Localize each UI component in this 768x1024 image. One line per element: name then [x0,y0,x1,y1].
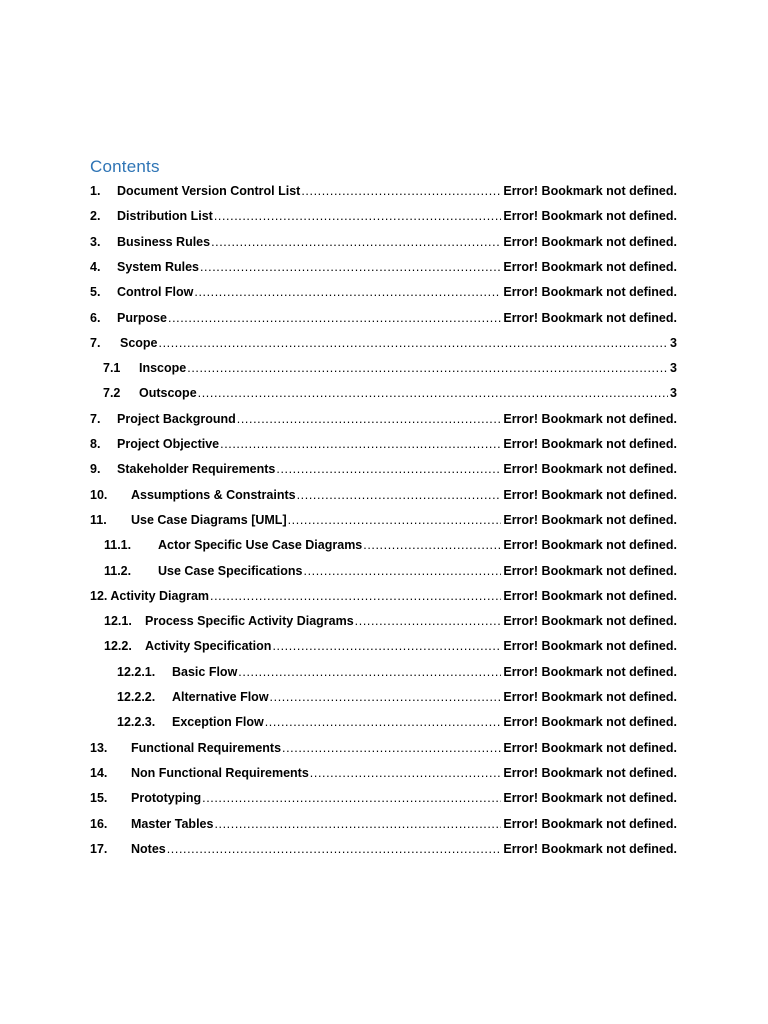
dot-leader [202,791,501,805]
toc-entry-title: Outscope [139,386,197,401]
toc-entry-number: 8. [90,437,101,451]
dot-leader [276,462,501,476]
dot-leader [282,741,501,755]
toc-entry-page: Error! Bookmark not defined. [503,437,677,451]
toc-entry[interactable] [90,285,677,307]
dot-leader [301,184,501,198]
toc-entry-page: Error! Bookmark not defined. [503,791,677,806]
toc-entry-number: 12.1. [104,614,132,629]
dot-leader [355,614,502,628]
toc-entry-title: Purpose [117,310,168,325]
toc-entry[interactable] [117,690,677,712]
dot-leader [211,235,501,249]
toc-entry-page: Error! Bookmark not defined. [503,487,677,502]
toc-entry[interactable] [90,740,677,763]
toc-entry-page: 3 [670,361,677,376]
toc-entry[interactable] [90,791,677,813]
toc-entry-number: 15. [90,791,108,806]
toc-entry-title: Exception Flow [172,715,264,730]
dot-leader [270,690,502,704]
toc-entry-title: Inscope [139,361,187,376]
dot-leader [310,766,502,780]
dot-leader [220,437,501,451]
toc-entry[interactable] [90,411,677,434]
toc-entry-title: Document Version Control List [117,184,301,198]
dot-leader [187,361,668,375]
toc-entry-page: Error! Bookmark not defined. [503,841,677,856]
toc-entry-number: 3. [90,234,101,249]
toc-entry-number: 7. [90,411,101,426]
toc-entry-title: Distribution List [117,209,213,224]
dot-leader [265,715,502,729]
toc-entry-number: 14. [90,765,108,780]
toc-entry-page: Error! Bookmark not defined. [503,664,677,679]
toc-entry-number: 16. [90,816,108,831]
toc-entry[interactable] [104,639,677,661]
toc-entry[interactable] [117,715,677,737]
toc-entry-page: Error! Bookmark not defined. [503,538,677,553]
dot-leader [198,386,668,400]
toc-entry-page: 3 [670,386,677,401]
toc-entry-number: 12.2.3. [117,715,156,730]
toc-entry-number: 13. [90,740,108,755]
toc-entry-number: 7.2 [103,386,121,401]
toc-entry-page: Error! Bookmark not defined. [503,285,677,300]
toc-entry-page: Error! Bookmark not defined. [503,462,677,477]
toc-entry-page: Error! Bookmark not defined. [503,614,677,629]
toc-entry-title: Use Case Diagrams [UML] [131,512,287,527]
toc-entry[interactable] [90,209,677,231]
toc-entry-number: 12.2.2. [117,690,156,704]
toc-entry[interactable] [90,437,677,459]
toc-entry-page: Error! Bookmark not defined. [503,209,677,224]
toc-entry-title: Alternative Flow [172,690,269,704]
toc-entry-title: 12. Activity Diagram [90,588,210,603]
toc-entry-number: 2. [90,209,101,224]
toc-entry[interactable] [104,614,677,636]
toc-entry-number: 7. [90,335,101,350]
dot-leader [159,336,669,350]
toc-heading: Contents [90,157,160,176]
toc-entry-page: Error! Bookmark not defined. [503,740,677,755]
toc-entry-number: 4. [90,259,101,274]
toc-entry-title: Process Specific Activity Diagrams [145,614,354,629]
toc-entry-title: Stakeholder Requirements [117,462,276,477]
toc-entry[interactable] [90,589,677,611]
toc-entry-title: Use Case Specifications [158,563,303,578]
dot-leader [297,488,502,502]
toc-entry-title: Functional Requirements [131,740,282,755]
toc-entry[interactable] [90,487,677,510]
toc-entry-number: 12.2. [104,639,132,654]
toc-entry-title: Master Tables [131,816,214,831]
toc-entry-title: Basic Flow [172,664,238,679]
dot-leader [210,589,501,603]
toc-entry-title: Notes [131,841,166,856]
dot-leader [214,209,502,223]
toc-entry-title: Business Rules [117,234,211,249]
toc-entry-page: Error! Bookmark not defined. [503,715,677,730]
toc-entry-title: Project Objective [117,437,220,451]
dot-leader [288,513,502,527]
dot-leader [194,285,501,299]
toc-entry[interactable] [90,512,677,535]
toc-entry[interactable] [90,765,677,788]
toc-entry-number: 7.1 [103,361,121,376]
toc-entry-title: Non Functional Requirements [131,765,309,780]
toc-entry-number: 6. [90,310,101,325]
toc-entry[interactable] [117,664,677,687]
toc-entry[interactable] [90,841,677,864]
dot-leader [237,412,502,426]
toc-entry-number: 11.2. [104,563,132,578]
dot-leader [168,311,501,325]
toc-entry-title: Project Background [117,411,236,426]
toc-entry-page: Error! Bookmark not defined. [503,816,677,831]
dot-leader [214,817,501,831]
toc-entry-page: Error! Bookmark not defined. [503,690,677,704]
toc-entry-number: 1. [90,184,101,198]
dot-leader [167,842,502,856]
toc-entry-title: Scope [120,335,158,350]
toc-entry-title: Assumptions & Constraints [131,487,296,502]
dot-leader [363,538,501,552]
toc-entry[interactable] [90,462,677,484]
toc-entry-page: Error! Bookmark not defined. [503,310,677,325]
toc-entry-number: 11. [90,512,107,527]
toc-entry[interactable] [103,386,677,408]
toc-entry-number: 10. [90,487,108,502]
toc-entry-page: Error! Bookmark not defined. [503,588,677,603]
toc-entry-title: Control Flow [117,285,194,300]
toc-entry-number: 11.1. [104,538,132,553]
dot-leader [238,665,501,679]
toc-entry[interactable] [104,538,677,560]
toc-entry-page: Error! Bookmark not defined. [503,234,677,249]
toc-entry[interactable] [90,184,677,206]
toc-entry-title: Actor Specific Use Case Diagrams [158,538,363,553]
toc-entry-page: Error! Bookmark not defined. [503,563,677,578]
toc-entry[interactable] [103,361,677,383]
toc-entry-number: 12.2.1. [117,664,156,679]
toc-entry-page: 3 [670,335,677,350]
toc-entry-page: Error! Bookmark not defined. [503,512,677,527]
toc-entry[interactable] [104,563,677,586]
dot-leader [200,260,501,274]
toc-entry-number: 9. [90,462,101,477]
toc-entry[interactable] [90,335,677,358]
toc-entry[interactable] [90,259,677,282]
dot-leader [272,639,501,653]
toc-entry[interactable] [90,234,677,257]
toc-entry-title: Activity Specification [145,639,272,654]
toc-entry-page: Error! Bookmark not defined. [503,184,677,198]
toc-entry[interactable] [90,310,677,333]
toc-entry-title: System Rules [117,259,199,274]
toc-entry-page: Error! Bookmark not defined. [503,639,677,654]
toc-entry-number: 5. [90,285,101,300]
toc-entry-title: Prototyping [131,791,202,806]
toc-entry-page: Error! Bookmark not defined. [503,259,677,274]
toc-entry[interactable] [90,816,677,839]
dot-leader [304,564,502,578]
toc-entry-number: 17. [90,841,108,856]
toc-entry-page: Error! Bookmark not defined. [503,765,677,780]
toc-entry-page: Error! Bookmark not defined. [503,411,677,426]
